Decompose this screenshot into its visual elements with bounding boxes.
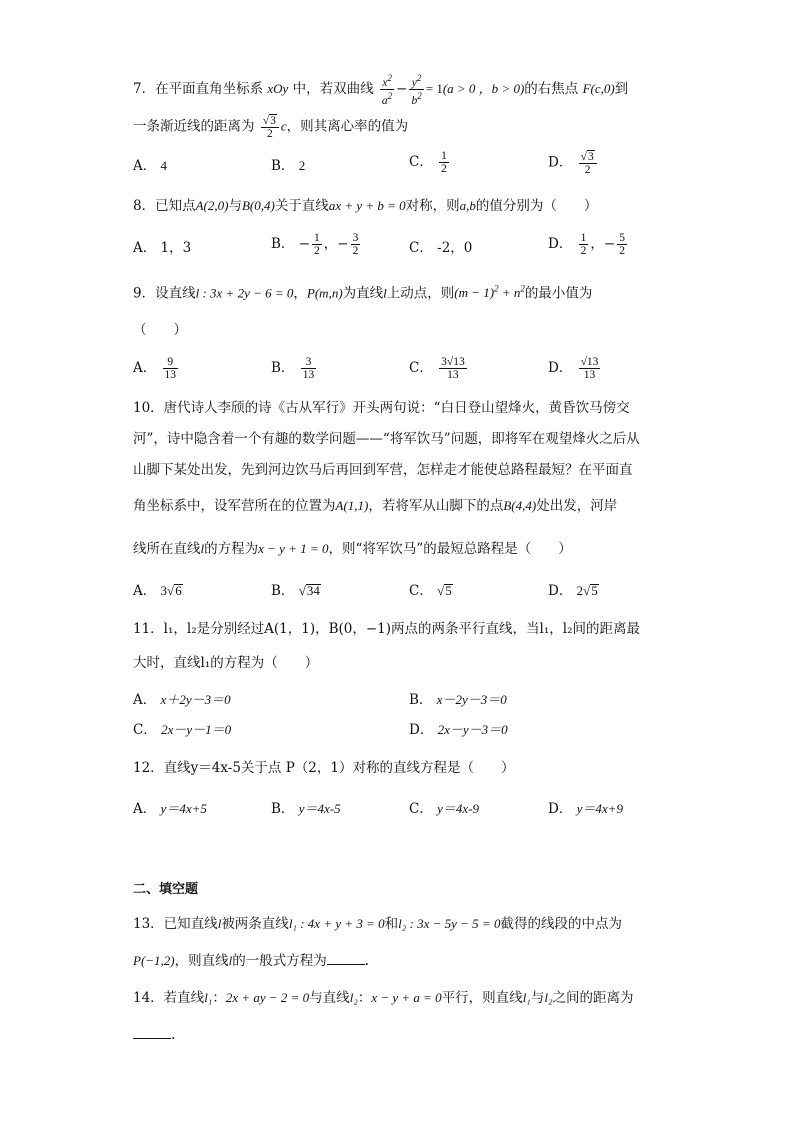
q10-l: l	[200, 541, 205, 556]
q7-c: c	[280, 118, 287, 134]
q7-text4: 到	[614, 80, 629, 97]
q14-text: 14．若直线	[133, 990, 205, 1006]
option-frac: $\frac{9}{13}$	[164, 356, 177, 381]
q11-option-d[interactable]	[409, 721, 508, 739]
q10-line5	[133, 540, 572, 558]
q14-line1: 14．若直线l₁：2x + ay − 2 = 0与直线l₂：x − y + a = 0平行，则直线l₁与l₂之间的距离为	[133, 990, 634, 1006]
q9-line-eq: l : 3x + 2y − 6 = 0	[195, 285, 294, 301]
q10-text3: 处出发，河岸	[536, 498, 618, 514]
option-value: x＋2y－3＝0	[160, 692, 231, 707]
option-value: x－2y－3＝0	[436, 692, 507, 707]
q10-option-b[interactable]	[271, 582, 321, 600]
option-label: B．	[271, 236, 295, 252]
q9-line1	[133, 280, 592, 302]
option-label: D．	[548, 360, 573, 376]
q9-text2: ，	[293, 285, 307, 302]
option-label: C．	[409, 240, 433, 256]
option-label: A．	[133, 583, 157, 599]
q7-focus: F(c,0)	[582, 80, 615, 96]
option-value: y＝4x+9	[576, 801, 623, 816]
q7-option-c[interactable]	[409, 150, 451, 175]
q12-option-c[interactable]	[409, 800, 479, 818]
option-label: D．	[548, 801, 573, 817]
q13-end: .	[364, 953, 370, 969]
q7-line2	[133, 114, 408, 140]
q13-l: l	[217, 916, 222, 931]
option-value: 2√5	[576, 583, 598, 598]
q14-line2	[133, 1026, 175, 1044]
option-frac: $\frac{1}{2}$	[314, 232, 320, 257]
q12-option-a[interactable]	[133, 800, 207, 818]
q7-coord: xOy	[267, 80, 289, 96]
q8-point-b: B(0,4)	[241, 198, 275, 213]
q11-option-a[interactable]	[133, 691, 231, 709]
option-value: 4	[160, 158, 168, 173]
q13-line2	[133, 952, 369, 970]
q12-line1: 12．直线y＝4x-5关于点 P（2，1）对称的直线方程是（ ）	[133, 760, 515, 776]
option-value: √34	[298, 583, 320, 598]
q10-option-a[interactable]	[133, 582, 183, 600]
q8-text: 8．已知点	[133, 198, 196, 214]
q10-line4	[133, 497, 617, 515]
q7-number: 7．	[133, 80, 156, 97]
q13-text6: 的一般式方程为	[232, 953, 327, 969]
option-label: A．	[133, 240, 157, 256]
q11-line2: 大时，直线l₁的方程为（ ）	[133, 655, 319, 671]
option-value: -2，0	[437, 240, 473, 256]
q13-l2: l₂ : 3x − 5y − 5 = 0	[398, 916, 501, 931]
q9-expr: $(m - 1)^2 + n^2$	[454, 284, 525, 301]
q7-option-b[interactable]	[271, 157, 305, 175]
option-value: y＝4x+5	[160, 801, 207, 816]
option-value: 2	[298, 158, 306, 173]
q9-option-b[interactable]	[271, 356, 318, 381]
option-value: y＝4x-9	[437, 801, 480, 816]
option-value: √5	[437, 583, 452, 598]
q14-text5: 之间的距离为	[552, 990, 634, 1006]
q14-l1-b: l₁	[522, 990, 531, 1005]
q12-option-b[interactable]	[271, 800, 341, 818]
q7-text: 在平面直角坐标系	[155, 80, 264, 97]
q13-text2: 被两条直线	[221, 916, 289, 932]
q7-text3: 的右焦点	[524, 80, 579, 97]
option-value: 1，3	[160, 240, 192, 256]
q10-line1: 10．唐代诗人李颀的诗《古从军行》开头两句说：“白日登山望烽火，黄昏饮马傍交	[133, 400, 630, 416]
q11-option-b[interactable]	[409, 691, 507, 709]
option-label: D．	[548, 154, 573, 171]
q7-frac-sqrt3: $\frac{√3}{2}$	[261, 114, 279, 140]
q9-text: 9．设直线	[133, 285, 196, 302]
option-frac: $\frac{√3}{2}$	[579, 150, 597, 176]
q9-l: l	[383, 285, 387, 301]
option-label: C．	[409, 360, 433, 376]
q14-answer-blank[interactable]	[133, 1026, 171, 1039]
option-label: A．	[133, 692, 157, 708]
q14-l1-eq: 2x + ay − 2 = 0	[225, 990, 310, 1005]
q8-option-d[interactable]: D． $\frac{1}{2}$ ，− $\frac{5}{2}$	[548, 232, 625, 257]
q14-l2-eq: x − y + a = 0	[371, 990, 442, 1005]
option-label: B．	[409, 692, 433, 708]
q8-line-eq: ax + y + b = 0	[328, 198, 406, 213]
q7-text2: 中，若双曲线	[292, 80, 374, 97]
q14-end: .	[171, 1027, 176, 1043]
q13-line1	[133, 915, 622, 933]
q7-text6: ，则其离心率的值为	[286, 118, 409, 135]
q10-point-b: B(4,4)	[503, 498, 537, 513]
option-label: C．	[409, 583, 433, 599]
q10-option-d[interactable]	[548, 582, 599, 600]
q11-option-c[interactable]	[133, 721, 231, 739]
q10-text: 角坐标系中，设军营所在的位置为	[133, 498, 336, 514]
q14-l1: l₁	[204, 990, 213, 1005]
q13-point-p: P(−1,2)	[133, 953, 175, 968]
q10-line2: 河”，诗中隐含着一个有趣的数学问题——“将军饮马”问题，即将军在观望烽火之后从	[133, 431, 640, 447]
q8-ab: a,b	[459, 198, 476, 213]
option-value: 2x－y－1＝0	[161, 722, 232, 737]
q8-text4: 对称，则	[405, 198, 460, 214]
section-heading: 二、填空题	[133, 882, 199, 897]
q7-option-d[interactable]	[548, 150, 599, 176]
q14-text3: 平行，则直线	[441, 990, 523, 1006]
q7-text5: 一条渐近线的距离为	[133, 118, 255, 135]
q10-option-c[interactable]	[409, 582, 453, 600]
option-label: A．	[133, 360, 157, 376]
q9-option-c[interactable]	[409, 356, 469, 381]
q9-paren: （ ）	[133, 322, 187, 338]
q13-l-b: l	[228, 953, 233, 968]
q14-text2: 与直线	[309, 990, 350, 1006]
q7-line1: 7．在平面直角坐标系 xOy 中，若双曲线 $\frac{x^2}{a^2}$ − $\frac{y^2}{b^2}$ = 1(a > 0 ，b > 0)的右焦点 F(c,0)到	[133, 73, 629, 107]
option-label: C．	[409, 801, 433, 817]
q10-line3: 山脚下某处出发，先到河边饮马后再回到军营，怎样走才能使总路程最短？在平面直	[133, 462, 633, 478]
option-label: C．	[409, 154, 433, 170]
q13-text3: 和	[384, 916, 399, 932]
option-value: y＝4x-5	[298, 801, 341, 816]
q10-text2: ，若将军从山脚下的点	[368, 498, 504, 514]
option-frac: $\frac{1}{2}$	[441, 150, 447, 175]
option-frac: $\frac{√13}{13}$	[580, 356, 599, 381]
option-value: 2x－y－3＝0	[437, 722, 508, 737]
q14-l2: l₂	[349, 990, 358, 1005]
option-frac: $\frac{1}{2}$	[580, 232, 587, 257]
q8-text2: 与	[228, 198, 242, 214]
option-label: B．	[271, 360, 295, 376]
q7-eq: = 1	[425, 80, 443, 96]
q8-option-b[interactable]: B． − $\frac{1}{2}$ ，− $\frac{3}{2}$	[271, 232, 359, 257]
q13-text5: ，则直线	[174, 953, 229, 969]
option-label: A．	[133, 801, 157, 817]
option-label: D．	[409, 722, 434, 738]
q9-point-p: P(m,n)	[306, 285, 343, 301]
q10-text4: 线所在直线	[133, 541, 201, 557]
q7-frac-y: $\frac{y^2}{b^2}$	[411, 73, 422, 107]
option-label: B．	[271, 801, 295, 817]
q13-l1: l₁ : 4x + y + 3 = 0	[288, 916, 385, 931]
q8-text5: 的值分别为（ ）	[475, 198, 598, 214]
q9-option-a[interactable]	[133, 356, 180, 381]
q7-option-a[interactable]	[133, 157, 167, 175]
option-label: B．	[271, 583, 295, 599]
q10-text5: 的方程为	[204, 541, 259, 557]
option-frac: $\frac{5}{2}$	[619, 232, 625, 257]
q7-frac-x: $\frac{x^2}{a^2}$	[381, 73, 393, 107]
q14-l2-b: l₂	[544, 990, 553, 1005]
q9-option-d[interactable]	[548, 356, 602, 381]
q10-point-a: A(1,1)	[335, 498, 369, 513]
q7-cond: (a > 0 ，b > 0)	[442, 80, 525, 96]
option-value: 3√6	[160, 583, 182, 598]
q14-text4: 与	[530, 990, 545, 1006]
q8-line1	[133, 197, 597, 215]
q12-option-d[interactable]	[548, 800, 623, 818]
q9-text3: 为直线	[342, 285, 384, 302]
q13-answer-blank[interactable]	[327, 952, 365, 965]
q11-line1: 11．l₁，l₂是分别经过A(1，1)，B(0，−1)两点的两条平行直线，当l₁，l₂间的距离最	[133, 621, 641, 637]
q9-text4: 上动点，则	[386, 285, 455, 302]
q10-eq: x − y + 1 = 0	[258, 541, 329, 556]
q13-text: 13．已知直线	[133, 916, 218, 932]
q8-text3: 关于直线	[274, 198, 329, 214]
option-frac: $\frac{3}{13}$	[302, 356, 315, 381]
option-frac: $\frac{3√13}{13}$	[441, 356, 465, 381]
option-label: C．	[133, 722, 157, 738]
q8-point-a: A(2,0)	[195, 198, 229, 213]
option-label: B．	[271, 158, 295, 174]
q9-text5: 的最小值为	[524, 285, 593, 302]
q8-option-a[interactable]	[133, 239, 191, 257]
option-label: A．	[133, 158, 157, 174]
q13-text4: 截得的线段的中点为	[500, 916, 622, 932]
q8-option-c[interactable]	[409, 239, 472, 257]
option-label: D．	[548, 583, 573, 599]
option-frac: $\frac{3}{2}$	[352, 232, 359, 257]
option-label: D．	[548, 236, 573, 252]
q10-text6: ，则“将军饮马”的最短总路程是（ ）	[328, 541, 572, 557]
